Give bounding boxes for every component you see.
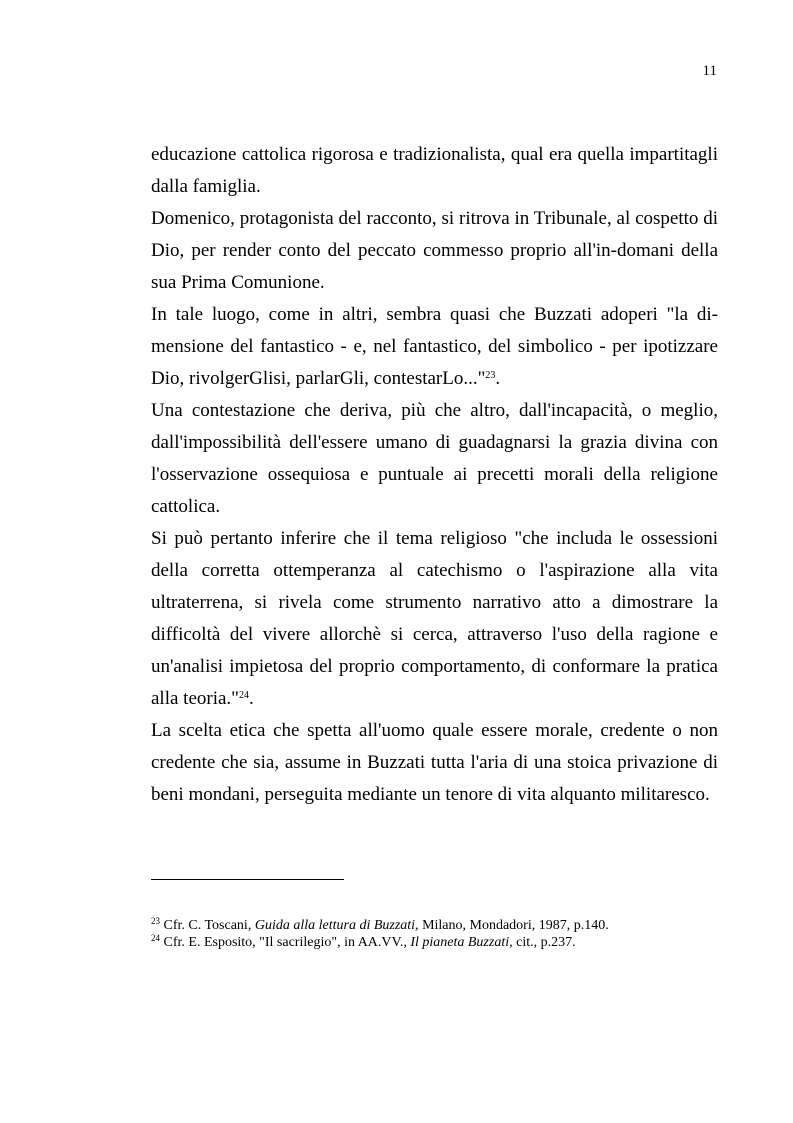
- footnote-mark: 24: [151, 933, 160, 943]
- paragraph-4: [151, 395, 718, 523]
- footnote-reference-24[interactable]: 24: [238, 690, 249, 701]
- paragraph-1: [151, 139, 718, 203]
- paragraph-text: Si può pertanto inferire che il tema religioso "che includa le ossessioni della corretta ottemperanza al catechismo o l'aspirazione alla vita ultraterrena, si rivela come strumento narrativo atto a dimostrare la difficoltà del vivere allorchè si cerca, attraverso l'uso della ragione e un'analisi impietosa del proprio comportamento, di conformare la pratica alla teoria.": [151, 528, 718, 709]
- paragraph-3: [151, 299, 718, 395]
- footnote-title: Il pianeta Buzzati,: [410, 935, 513, 950]
- footnote-separator: [151, 879, 344, 880]
- footnote-mark: 23: [151, 916, 160, 926]
- footnote-24: [151, 934, 718, 951]
- footnote-text: cit., p.237.: [512, 935, 576, 950]
- page-number: 11: [702, 63, 717, 79]
- footnote-text: Cfr. C. Toscani,: [163, 918, 255, 933]
- paragraph-text: In tale luogo, come in altri, sembra quasi che Buzzati adoperi "la di-mensione del fantastico - e, nel fantastico, del simbolico - per ipotizzare Dio, rivolgerGlisi, parlarGli, contestarLo...": [151, 304, 718, 389]
- paragraph-5: [151, 523, 718, 715]
- paragraph-end-punctuation: .: [495, 368, 501, 389]
- paragraph-text: Una contestazione che deriva, più che altro, dall'incapacità, o meglio, dall'impossibilità dell'essere umano di guadagnarsi la grazia divina con l'osservazione ossequiosa e puntuale ai precetti morali della religione cattolica.: [151, 400, 718, 517]
- paragraph-text: La scelta etica che spetta all'uomo quale essere morale, credente o non credente che sia, assume in Buzzati tutta l'aria di una stoica privazione di beni mondani, perseguita mediante un tenore di vita alquanto militaresco.: [151, 720, 718, 805]
- footnote-title: Guida alla lettura di Buzzati,: [254, 918, 419, 933]
- footnote-reference-23[interactable]: 23: [485, 370, 496, 381]
- paragraph-2: [151, 203, 718, 299]
- footnotes: [151, 917, 718, 951]
- paragraph-6: [151, 715, 718, 811]
- footnote-text: Cfr. E. Esposito, "Il sacrilegio", in AA.VV.,: [163, 935, 411, 950]
- footnote-text: Milano, Mondadori, 1987, p.140.: [418, 918, 609, 933]
- paragraph-text: educazione cattolica rigorosa e tradizionalista, qual era quella impartitagli dalla famiglia.: [151, 144, 718, 197]
- body-text: [151, 139, 718, 811]
- footnote-23: [151, 917, 718, 934]
- paragraph-text: Domenico, protagonista del racconto, si ritrova in Tribunale, al cospetto di Dio, per render conto del peccato commesso proprio all'in-domani della sua Prima Comunione.: [151, 208, 718, 293]
- paragraph-end-punctuation: .: [248, 688, 254, 709]
